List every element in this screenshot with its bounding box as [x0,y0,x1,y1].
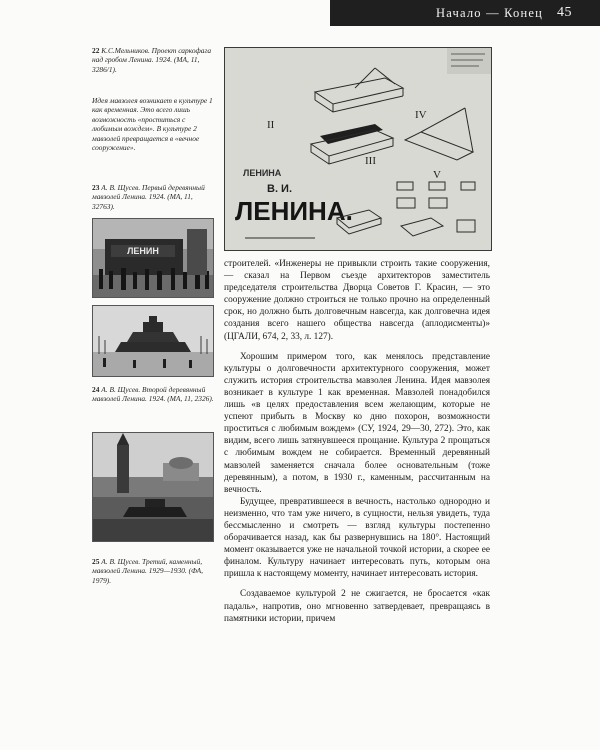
running-head [330,0,600,26]
main-text [224,258,490,625]
running-head-title: Начало — Конец [436,5,543,20]
fig-roman-5: V [433,169,441,181]
fig-sign-initials: В. И. [267,183,293,195]
caption-24-text: А. В. Щусев. Второй деревянный мавзолей Ленина. 1924. (МА, 11, 2326). [92,385,214,404]
caption-25 [92,557,216,585]
paragraph-4: Создаваемое культурой 2 не сжигается, не бросается «как падаль», напротив, оно мгновенно затвердевает, превращаясь в памятники истории, причем [224,589,490,624]
photo-first-mausoleum [92,218,214,298]
fig-roman-3: III [365,155,376,167]
caption-25-number: 25 [92,557,100,566]
caption-22-text: К.С.Мельников. Проект саркофага над гробом Ленина. 1924. (МА, 11, 3286/1). [92,46,212,74]
photo-second-mausoleum [92,305,214,377]
photo1-sign: ЛЕНИН [127,246,159,256]
caption-23 [92,183,216,211]
photo-stone-mausoleum [92,432,214,542]
paragraph-1: строителей. «Инженеры не привыкли строить такие сооружения, — сказал на Первом съезде архитекторов заместитель председателя строительства Дворца Советов Г. Красин, — это сооружение должно строиться не только прочно на определенный срок, но должно быть долговечным навсегда, как долговечна идея создания всего нашего общества навсегда (аплодисменты)» (ЦГАЛИ, 674, 2, 33, л. 127). [224,259,490,342]
caption-23-number: 23 [92,183,100,192]
paragraph-3: Будущее, превратившееся в вечность, настолько однородно и неизменно, что там уже ничего, в сущности, нельзя увидеть, туда бессмысленно и смотреть — взгляд культуры постепенно оборачивается назад, как бы развернувшись на 180°. Настоящий момент оказывается уже не начальной точкой истории, а скорее ее финалом. Культуру начинает интересовать путь, которым она пришла к настоящему моменту, начинает интересовать история. [224,496,490,580]
caption-23-text: А. В. Щусев. Первый деревянный мавзолей Ленина. 1924. (МА, 11, 3276З). [92,183,205,211]
fig-sign-line1: ЛЕНИНА [243,168,282,178]
fig-roman-2: II [267,119,275,131]
figure-sarcophagus-project [224,47,492,251]
caption-24 [92,385,216,404]
paragraph-2: Хорошим примером того, как менялось представление культуры о долговечности архитектурного сооружения, может служить история строительства мавзолея Ленина. Идея мавзолея возникает в культуре 1 как временная. Мавзолей понадобился лишь «в целях предоставления всем желающим, которые не успеют прибыть в Москву ко дню похорон, возможности проститься с любимым вождем» (СУ, 1924, 29—30, 272). Это, как видим, всего лишь затянувшееся прощание. Культура 2 прощаться с любимым вождем не собирается. Временный деревянный мавзолей заменяется сначала более основательным (тоже деревянным), а потом, в 1930 г., каменным, рассчитанным на вечность. [224,351,490,495]
fig-sign-line2: ЛЕНИНА. [235,196,353,226]
caption-22 [92,46,216,74]
margin-note: Идея мавзолея возникает в культуре 1 как временная. Это всего лишь возможность «проститься с любимым вождем». В культуре 2 мавзолей превращается в «вечное сооружение». [92,96,213,153]
caption-24-number: 24 [92,385,100,394]
caption-25-text: А. В. Щусев. Третий, каменный, мавзолей Ленина. 1929—1930. (ФА, 1979). [92,557,203,585]
page-number: 45 [557,5,572,20]
fig-roman-4: IV [415,109,427,121]
caption-22-number: 22 [92,46,100,55]
